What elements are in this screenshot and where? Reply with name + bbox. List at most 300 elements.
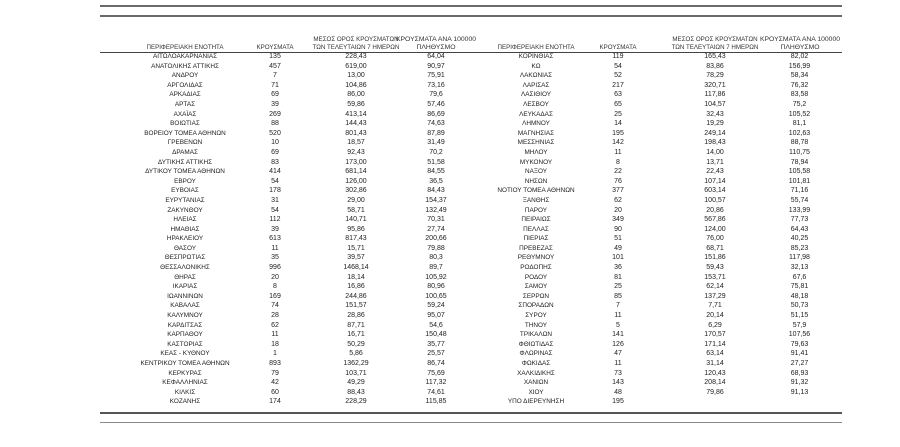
cell-unit: ΤΡΙΚΑΛΩΝ [519,331,553,339]
cell-unit: ΑΧΑΪΑΣ [173,110,197,118]
header-per100k-line2: ΠΛΗΘΥΣΜΟ [416,43,456,51]
table-row [100,158,472,168]
table-row [472,273,842,283]
cell-unit: ΛΑΡΙΣΑΣ [522,81,550,89]
cell-cases: 349 [612,216,624,224]
cell-unit: ΠΙΕΡΙΑΣ [523,235,549,243]
cell-per100k: 51,58 [427,158,445,166]
cell-unit: ΚΕΦΑΛΛΗΝΙΑΣ [162,379,208,387]
cell-per100k: 74,61 [427,388,445,396]
cell-cases: 39 [271,225,279,233]
cell-cases: 22 [614,168,622,176]
cell-avg: 801,43 [345,129,367,137]
header-avg-line2: ΤΩΝ ΤΕΛΕΥΤΑΙΩΝ 7 ΗΜΕΡΩΝ [671,43,759,51]
cell-unit: ΣΕΡΡΩΝ [522,292,550,300]
table-row [100,225,472,235]
cell-unit: ΚΩ [531,62,541,70]
table-row [100,234,472,244]
cell-unit: ΛΕΣΒΟΥ [523,100,549,108]
table-row [100,359,472,369]
cell-unit: ΚΕΡΚΥΡΑΣ [168,369,202,377]
cell-cases: 141 [612,331,624,339]
cell-cases: 11 [614,148,622,156]
bottom-rule [100,412,842,414]
cell-avg: 92,43 [347,148,365,156]
cell-per100k: 40,25 [790,235,809,243]
cell-unit: ΑΙΤΩΛΟΑΚΑΡΝΑΝΙΑΣ [152,53,218,60]
cell-cases: 11 [614,360,622,367]
table-row [472,177,842,187]
cell-avg: 171,14 [704,340,726,348]
cell-per100k: 75,81 [790,283,809,291]
cell-avg: 39,57 [347,254,365,262]
cell-unit: ΘΗΡΑΣ [174,273,196,281]
table-row [472,244,842,254]
cell-per100k: 86,69 [427,110,445,118]
cell-per100k: 51,15 [790,312,809,320]
table-row [472,62,842,72]
header-cases: ΚΡΟΥΣΜΑΤΑ [599,43,637,51]
cell-avg: 18,57 [347,139,365,147]
table-row [472,321,842,331]
cell-per100k: 79,88 [427,244,445,252]
table-row [100,378,472,388]
cell-cases: 54 [614,62,622,70]
table-row [472,186,842,196]
cell-cases: 174 [269,398,281,406]
cell-avg: 62,14 [706,283,724,291]
cell-cases: 520 [269,129,281,137]
table-row [100,186,472,196]
cell-cases: 11 [271,244,279,252]
cell-cases: 88 [271,120,279,128]
cell-per100k: 64,43 [790,225,809,233]
cell-per100k: 68,93 [790,369,809,377]
header-per100k-line1: ΚΡΟΥΣΜΑΤΑ ΑΝΑ 100000 [395,36,477,43]
cell-unit: ΕΥΒΟΙΑΣ [171,187,199,195]
cell-unit: ΧΙΟΥ [528,388,544,396]
table-row [100,301,472,311]
cell-per100k: 88,78 [790,139,809,147]
cell-unit: ΑΡΓΟΛΙΔΑΣ [167,81,203,89]
cell-avg: 126,00 [345,177,367,185]
cell-unit: ΥΠΟ ΔΙΕΡΕΥΝΗΣΗ [507,398,565,406]
cell-cases: 35 [271,254,279,262]
table-row [100,52,472,62]
cell-per100k: 79,63 [790,340,809,348]
cell-avg: 302,86 [345,187,367,195]
table-row [472,253,842,263]
table-row [100,62,472,72]
cell-unit: ΛΗΜΝΟΥ [522,120,550,128]
cell-per100k: 90,97 [427,62,445,70]
cell-per100k: 27,27 [790,360,809,367]
table-header [100,18,477,53]
table-row [100,215,472,225]
cell-unit: ΣΥΡΟΥ [525,312,547,320]
cell-avg: 244,86 [345,292,367,300]
table-row [100,138,472,148]
cell-avg: 140,71 [345,216,367,224]
cell-per100k: 32,13 [790,264,809,272]
cell-cases: 8 [273,283,277,291]
cell-unit: ΝΗΣΩΝ [524,177,548,185]
table-row [100,311,472,321]
table-row [472,215,842,225]
cell-avg: 78,29 [706,72,724,80]
cell-cases: 169 [269,292,281,300]
cell-cases: 18 [271,340,279,348]
cell-cases: 7 [273,72,277,80]
header-per100k-line2: ΠΛΗΘΥΣΜΟ [780,43,820,51]
cell-unit: ΑΡΤΑΣ [174,100,196,108]
cell-avg: 104,86 [345,81,367,89]
cell-avg: 137,29 [704,292,726,300]
bottom-rule-secondary [100,422,842,423]
header-unit: ΠΕΡΙΦΕΡΕΙΑΚΗ ΕΝΟΤΗΤΑ [146,43,224,51]
table-row [472,292,842,302]
cell-cases: 69 [271,148,279,156]
cell-per100k: 79,6 [429,91,443,99]
cell-avg: 320,71 [704,81,726,89]
table-row [472,52,842,62]
cell-unit: ΛΑΣΙΘΙΟΥ [520,91,552,99]
cell-unit: ΔΥΤΙΚΗΣ ΑΤΤΙΚΗΣ [157,158,213,166]
cell-unit: ΞΑΝΘΗΣ [522,196,550,204]
cell-unit: ΡΟΔΟΥ [524,273,548,281]
cell-unit: ΣΑΜΟΥ [524,283,548,291]
cell-per100k: 27,74 [427,225,445,233]
cell-cases: 28 [271,312,279,320]
cell-avg: 1468,14 [343,264,369,272]
cell-per100k: 91,32 [790,379,809,387]
table-row [100,349,472,359]
cell-unit: ΜΕΣΣΗΝΙΑΣ [517,139,555,147]
cell-cases: 5 [616,321,620,329]
cell-cases: 20 [271,273,279,281]
cell-avg: 31,14 [706,360,724,367]
cell-unit: ΘΑΣΟΥ [173,244,197,252]
cell-avg: 103,71 [345,369,367,377]
cell-unit: ΖΑΚΥΝΘΟΥ [167,206,203,214]
cell-per100k: 86,74 [427,360,445,367]
table-row [472,349,842,359]
cell-unit: ΚΕΑΣ - ΚΥΘΝΟΥ [160,350,210,358]
table-row [100,90,472,100]
cell-cases: 25 [614,283,622,291]
cell-unit: ΠΕΛΛΑΣ [523,225,549,233]
cell-per100k: 71,16 [790,187,809,195]
cell-cases: 893 [269,360,281,367]
cell-cases: 39 [271,100,279,108]
cell-cases: 10 [271,139,279,147]
cell-avg: 13,00 [347,72,365,80]
cell-avg: 1362,29 [343,360,369,367]
table-row [100,177,472,187]
cell-per100k: 102,63 [788,129,811,137]
cell-avg: 88,43 [347,388,365,396]
cell-cases: 69 [271,91,279,99]
cell-avg: 817,43 [345,235,367,243]
cell-cases: 54 [271,177,279,185]
table-row [472,158,842,168]
cell-cases: 101 [612,254,624,262]
cell-per100k: 75,69 [427,369,445,377]
cell-per100k: 54,6 [429,321,443,329]
table-body [472,52,842,407]
table-row [472,196,842,206]
table-row [472,369,842,379]
table-row [472,388,842,398]
cell-unit: ΚΑΒΑΛΑΣ [170,302,200,310]
cell-unit: ΠΑΡΟΥ [524,206,548,214]
cell-cases: 126 [612,340,624,348]
table-row [472,100,842,110]
table-row [100,282,472,292]
cell-avg: 198,43 [704,139,726,147]
cell-per100k: 82,02 [790,53,809,60]
cell-unit: ΗΜΑΘΙΑΣ [170,225,200,233]
cell-unit: ΚΑΛΥΜΝΟΥ [167,312,203,320]
cell-per100k: 200,66 [425,235,447,243]
cell-avg: 59,43 [706,264,724,272]
top-rule [100,5,842,7]
cell-avg: 76,00 [706,235,724,243]
cell-unit: ΒΟΡΕΙΟΥ ΤΟΜΕΑ ΑΘΗΝΩΝ [144,129,226,137]
cell-cases: 36 [614,264,622,272]
cell-cases: 31 [271,196,279,204]
cell-avg: 16,86 [347,283,365,291]
cell-cases: 65 [614,100,622,108]
table-row [472,110,842,120]
cell-unit: ΝΟΤΙΟΥ ΤΟΜΕΑ ΑΘΗΝΩΝ [497,187,575,195]
table-row [472,282,842,292]
cell-cases: 85 [614,292,622,300]
cell-per100k: 58,34 [790,72,809,80]
cell-cases: 25 [614,110,622,118]
table-row [472,206,842,216]
cell-per100k: 70,2 [429,148,443,156]
cell-per100k: 84,55 [427,168,445,176]
cell-unit: ΜΗΛΟΥ [524,148,548,156]
cell-unit: ΣΠΟΡΑΔΩΝ [518,302,554,310]
cell-avg: 49,29 [347,379,365,387]
cell-cases: 119 [612,53,624,60]
cell-avg: 153,71 [704,273,726,281]
table-row [100,292,472,302]
cell-cases: 377 [612,187,624,195]
cell-per100k: 75,91 [427,72,445,80]
cell-unit: ΜΥΚΟΝΟΥ [519,158,553,166]
cell-unit: ΡΟΔΟΠΗΣ [520,264,552,272]
cell-avg: 32,43 [706,110,724,118]
cell-cases: 414 [269,168,281,176]
cell-cases: 178 [269,187,281,195]
cell-cases: 7 [616,302,620,310]
header-cases: ΚΡΟΥΣΜΑΤΑ [256,43,294,51]
table-row [472,311,842,321]
cell-avg: 5,86 [349,350,363,358]
cell-avg: 413,14 [345,110,367,118]
table-row [100,388,472,398]
cell-avg: 603,14 [704,187,726,195]
cell-avg: 15,71 [347,244,365,252]
table-row [472,359,842,369]
cell-per100k: 115,85 [425,398,447,406]
cell-avg: 16,71 [347,331,365,339]
cell-avg: 83,86 [706,62,724,70]
header-per100k [748,36,852,51]
cell-per100k: 70,31 [427,216,445,224]
cell-avg: 95,86 [347,225,365,233]
cell-per100k: 100,65 [425,292,447,300]
cell-unit: ΒΟΙΩΤΙΑΣ [170,120,200,128]
cell-unit: ΧΑΝΙΩΝ [523,379,549,387]
cell-avg: 50,29 [347,340,365,348]
table-row [100,119,472,129]
cell-per100k: 89,7 [429,264,443,272]
cell-cases: 62 [271,321,279,329]
cell-avg: 14,00 [706,148,724,156]
cell-cases: 83 [271,158,279,166]
cell-avg: 7,71 [708,302,722,310]
cell-unit: ΦΛΩΡΙΝΑΣ [519,350,553,358]
cell-unit: ΘΕΣΣΑΛΟΝΙΚΗΣ [160,264,210,272]
cell-avg: 567,86 [704,216,726,224]
cell-avg: 228,29 [345,398,367,406]
cell-avg: 86,00 [347,91,365,99]
cell-avg: 22,43 [706,168,724,176]
cell-per100k: 76,32 [790,81,809,89]
cell-unit: ΑΝΑΤΟΛΙΚΗΣ ΑΤΤΙΚΗΣ [151,62,219,70]
cell-cases: 60 [271,388,279,396]
cell-per100k: 91,13 [790,388,809,396]
cell-cases: 54 [271,206,279,214]
cell-per100k: 117,32 [425,379,447,387]
cell-cases: 269 [269,110,281,118]
cell-cases: 74 [271,302,279,310]
cell-unit: ΑΝΔΡΟΥ [171,72,199,80]
cell-cases: 62 [614,196,622,204]
cell-unit: ΚΟΡΙΝΘΙΑΣ [518,53,554,60]
cell-unit: ΙΩΑΝΝΙΝΩΝ [167,292,203,300]
cell-per100k: 80,96 [427,283,445,291]
cell-unit: ΗΡΑΚΛΕΙΟΥ [166,235,204,243]
cell-per100k: 133,99 [788,206,811,214]
cell-cases: 996 [269,264,281,272]
cell-avg: 173,00 [345,158,367,166]
cell-per100k: 35,77 [427,340,445,348]
cell-per100k: 64,04 [427,53,445,60]
cell-cases: 11 [271,331,279,339]
cell-per100k: 57,46 [427,100,445,108]
cell-unit: ΔΡΑΜΑΣ [172,148,198,156]
cell-avg: 79,86 [706,388,724,396]
header-avg-line2: ΤΩΝ ΤΕΛΕΥΤΑΙΩΝ 7 ΗΜΕΡΩΝ [312,43,400,51]
cell-avg: 28,86 [347,312,365,320]
cell-unit: ΚΕΝΤΡΙΚΟΥ ΤΟΜΕΑ ΑΘΗΝΩΝ [140,360,230,367]
cell-avg: 151,57 [345,302,367,310]
cell-avg: 68,71 [706,244,724,252]
cell-cases: 47 [614,350,622,358]
cell-cases: 48 [614,388,622,396]
cell-avg: 124,00 [704,225,726,233]
table-row [100,397,472,407]
cell-cases: 20 [614,206,622,214]
cell-per100k: 95,07 [427,312,445,320]
cell-per100k: 78,94 [790,158,809,166]
cell-per100k: 59,24 [427,302,445,310]
table-header [472,18,842,53]
cell-unit: ΕΒΡΟΥ [174,177,196,185]
cell-per100k: 87,89 [427,129,445,137]
cell-cases: 42 [271,379,279,387]
cell-cases: 90 [614,225,622,233]
cell-avg: 170,57 [704,331,726,339]
table-row [472,340,842,350]
cell-per100k: 74,63 [427,120,445,128]
table-row [100,369,472,379]
cell-unit: ΗΛΕΙΑΣ [173,216,197,224]
header-unit: ΠΕΡΙΦΕΡΕΙΑΚΗ ΕΝΟΤΗΤΑ [497,43,575,51]
table-row [100,148,472,158]
cell-avg: 63,14 [706,350,724,358]
cell-per100k: 154,37 [425,196,447,204]
top-rule-secondary [100,15,842,17]
cell-per100k: 150,48 [425,331,447,339]
cell-per100k: 117,98 [789,254,810,262]
cell-avg: 165,43 [704,53,726,60]
cell-per100k: 84,43 [427,187,445,195]
cell-unit: ΚΑΡΔΙΤΣΑΣ [167,321,203,329]
cell-unit: ΑΡΚΑΔΙΑΣ [169,91,201,99]
cell-unit: ΓΡΕΒΕΝΩΝ [167,139,203,147]
cell-per100k: 31,49 [427,139,445,147]
header-per100k-line1: ΚΡΟΥΣΜΑΤΑ ΑΝΑ 100000 [759,36,841,43]
cell-per100k: 73,16 [427,81,445,89]
cell-avg: 151,86 [704,254,726,262]
cell-cases: 81 [614,273,622,281]
cell-avg: 228,43 [345,53,367,60]
cell-avg: 29,00 [347,196,365,204]
cell-cases: 112 [269,216,281,224]
cell-per100k: 48,18 [790,292,809,300]
cell-unit: ΜΑΓΝΗΣΙΑΣ [517,129,555,137]
table-row [100,129,472,139]
cell-per100k: 77,73 [790,216,809,224]
table-row [100,167,472,177]
header-avg-line1: ΜΕΣΟΣ ΟΡΟΣ ΚΡΟΥΣΜΑΤΩΝ [672,36,758,43]
cell-avg: 104,57 [704,100,726,108]
cell-unit: ΧΑΛΚΙΔΙΚΗΣ [517,369,555,377]
cell-unit: ΛΕΥΚΑΔΑΣ [519,110,553,118]
cell-unit: ΤΗΝΟΥ [524,321,548,329]
cell-cases: 14 [614,120,622,128]
cell-per100k: 80,3 [429,254,443,262]
cell-cases: 217 [612,81,624,89]
table-row [100,330,472,340]
cell-cases: 613 [269,235,281,243]
cell-avg: 619,00 [345,62,367,70]
cell-unit: ΦΘΙΩΤΙΔΑΣ [518,340,554,348]
table-row [472,167,842,177]
cell-per100k: 67,6 [792,273,807,281]
table-row [472,90,842,100]
table-row [472,138,842,148]
table-row [472,330,842,340]
cell-avg: 6,29 [708,321,722,329]
table-row [472,263,842,273]
